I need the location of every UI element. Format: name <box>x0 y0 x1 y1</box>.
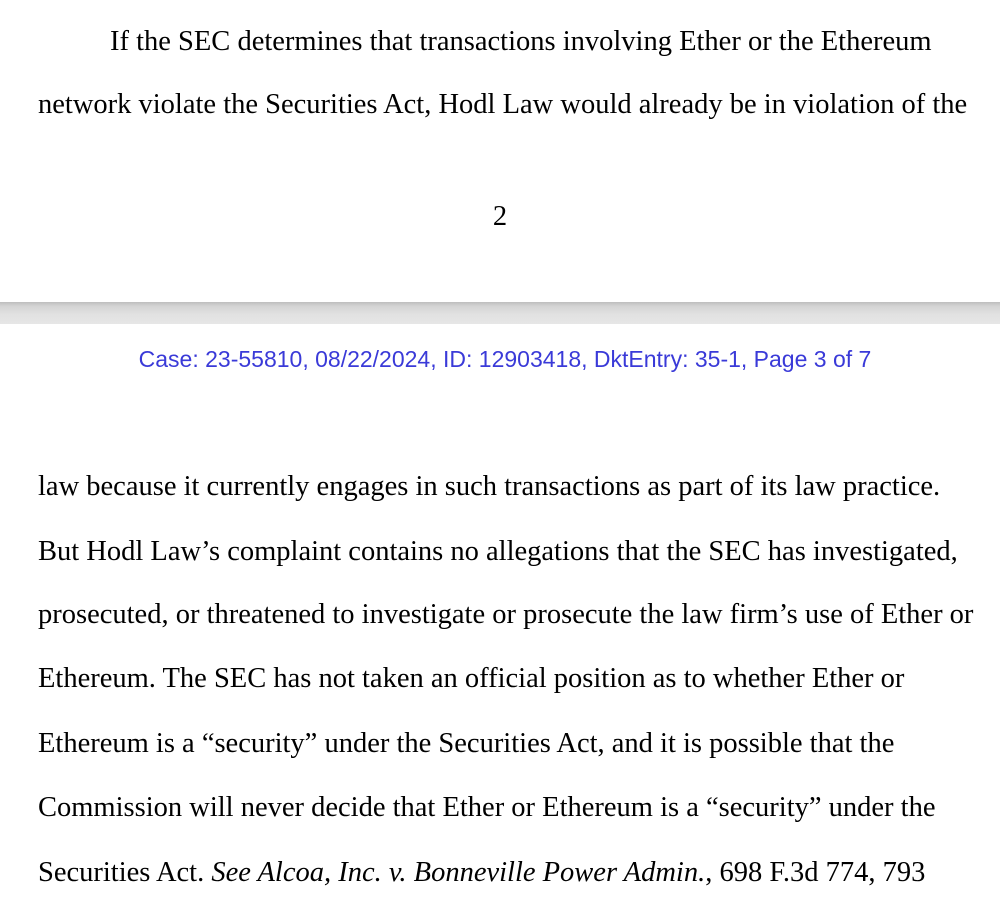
page-number: 2 <box>492 201 508 232</box>
body-text-line: Ethereum is a “security” under the Securities Act, and it is possible that the <box>38 728 895 759</box>
body-text-line: law because it currently engages in such transactions as part of its law practice. <box>38 471 941 502</box>
body-text-line: If the SEC determines that transactions involving Ether or the Ethereum <box>110 26 932 57</box>
case-header: Case: 23-55810, 08/22/2024, ID: 12903418, DktEntry: 35-1, Page 3 of 7 <box>138 346 872 372</box>
body-text-line: Ethereum. The SEC has not taken an official position as to whether Ether or <box>38 663 905 694</box>
body-text-line: network violate the Securities Act, Hodl Law would already be in violation of the <box>38 89 968 120</box>
citation-suffix: , 698 F.3d 774, 793 <box>705 857 926 888</box>
case-citation: See Alcoa, Inc. v. Bonneville Power Admin. <box>211 857 706 888</box>
document-page-top <box>0 0 1000 302</box>
citation-line <box>38 856 925 890</box>
citation-prefix: Securities Act. <box>38 857 212 888</box>
body-text-line: Commission will never decide that Ether or Ethereum is a “security” under the <box>38 792 936 823</box>
body-text-line: prosecuted, or threatened to investigate or prosecute the law firm’s use of Ether or <box>38 599 974 630</box>
document-page-bottom <box>0 324 1000 907</box>
page-separator <box>0 302 1000 324</box>
body-text-line: But Hodl Law’s complaint contains no allegations that the SEC has investigated, <box>38 536 958 567</box>
